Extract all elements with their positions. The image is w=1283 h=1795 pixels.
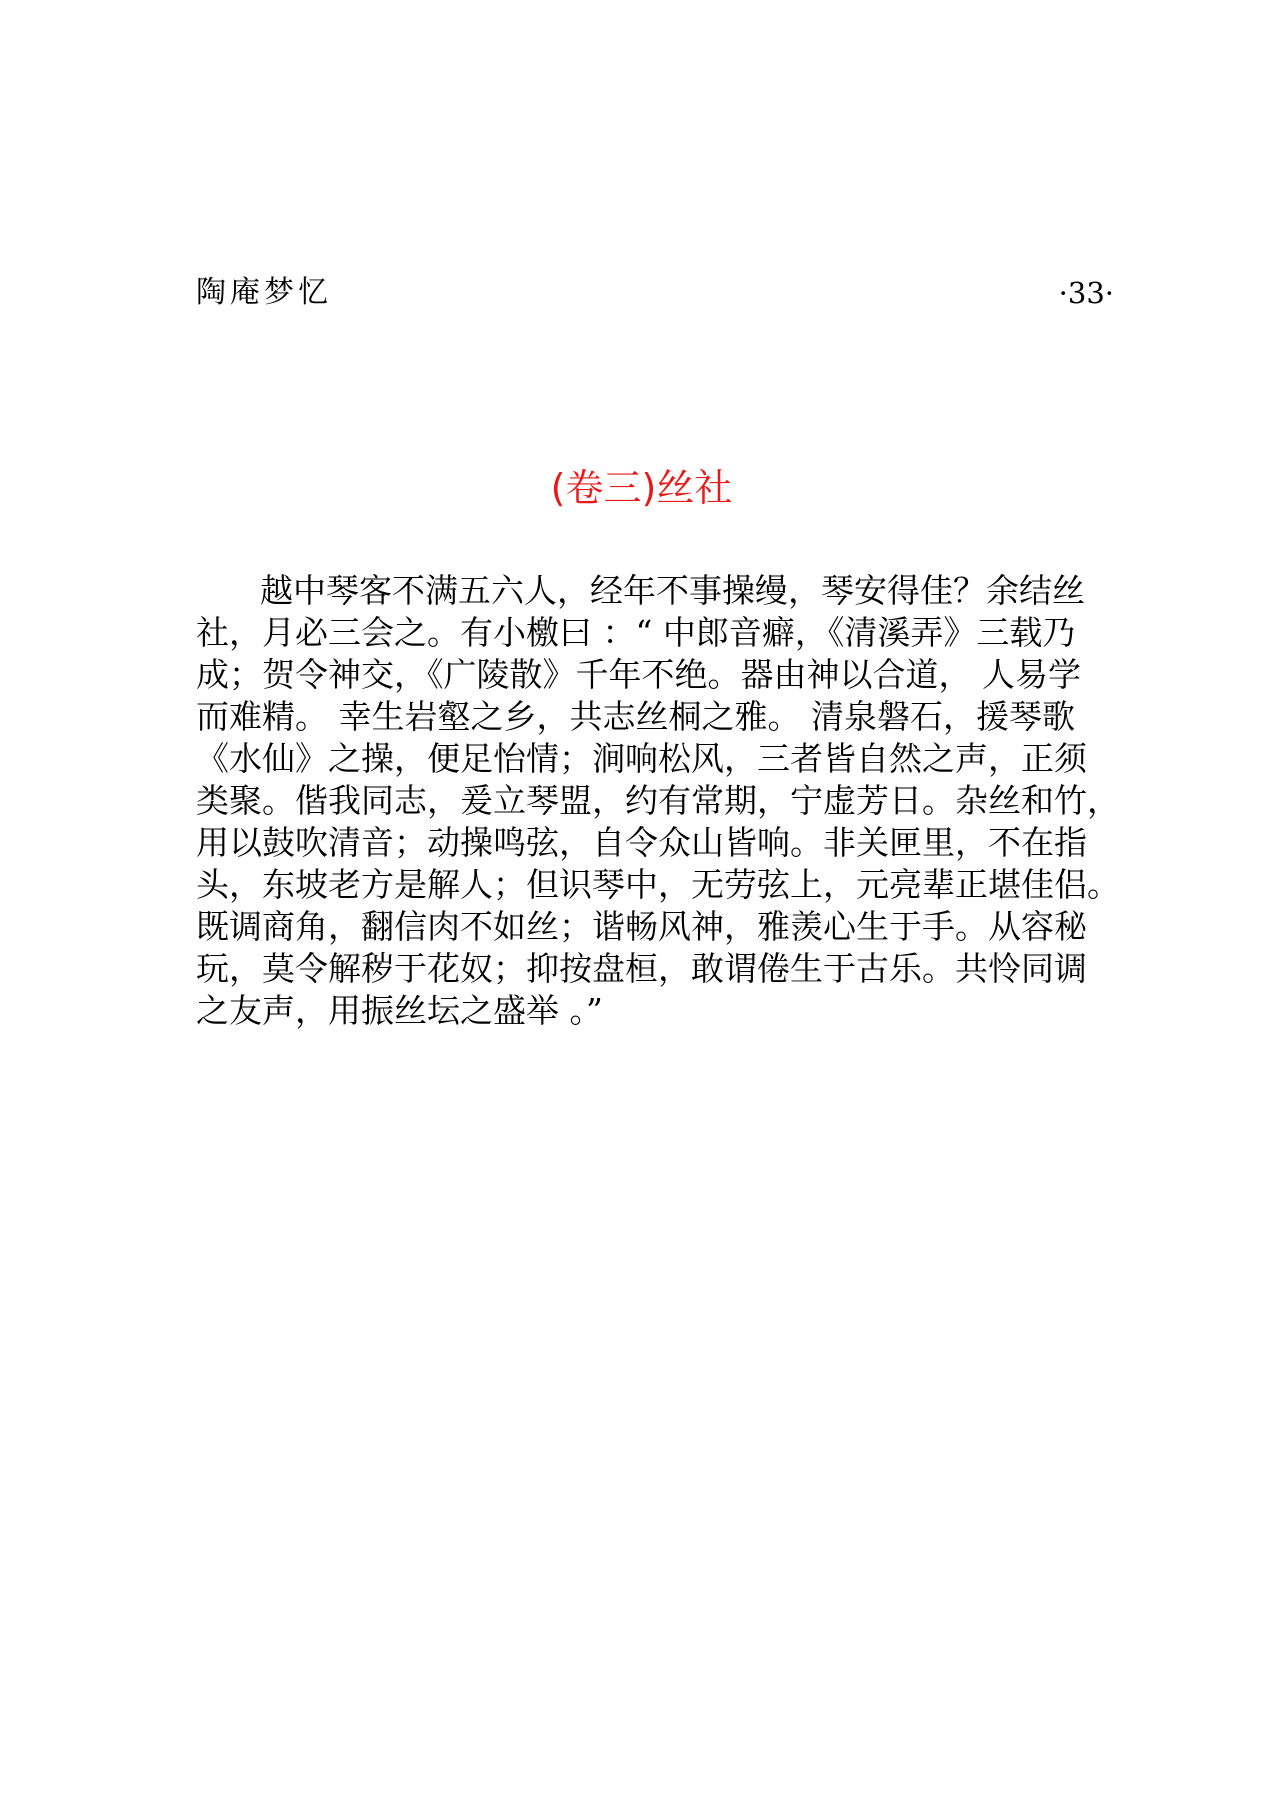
text-line: 越中琴客不满五六人，经年不事操缦，琴安得佳？余结丝	[260, 571, 1085, 610]
running-header	[196, 268, 1114, 318]
text-line: 《水仙》之操，便足怡情；涧响松风，三者皆自然之声，正须	[196, 739, 1087, 778]
text-line: 类聚。偕我同志，爰立琴盟，约有常期，宁虚芳日。杂丝和竹，	[196, 781, 1120, 820]
text-line: 而难精。 幸生岩壑之乡，共志丝桐之雅。 清泉磐石，援琴歌	[196, 697, 1075, 736]
text-line: 头，东坡老方是解人；但识琴中，无劳弦上，元亮辈正堪佳侣。	[196, 865, 1120, 904]
body-text	[196, 570, 1120, 1032]
text-line: 之友声，用振丝坛之盛举 。”	[196, 991, 603, 1030]
text-line: 既调商角，翻信肉不如丝；谐畅风神，雅羡心生于手。从容秘	[196, 907, 1087, 946]
chapter-title: (卷三)丝社	[550, 466, 733, 510]
text-line: 玩，莫令解秽于花奴；抑按盘桓，敢谓倦生于古乐。共怜同调	[196, 949, 1087, 988]
text-line: 社，月必三会之。有小檄曰 ：“ 中郎音癖，《清溪弄》三载乃	[196, 613, 1076, 652]
text-line: 用以鼓吹清音；动操鸣弦，自令众山皆响。非关匣里，不在指	[196, 823, 1087, 862]
text-line: 成；贺令神交，《广陵散》千年不绝。器由神以合道， 人易学	[196, 655, 1081, 694]
book-title: 陶庵梦忆	[196, 275, 332, 310]
page-number: ·33·	[1058, 276, 1114, 310]
